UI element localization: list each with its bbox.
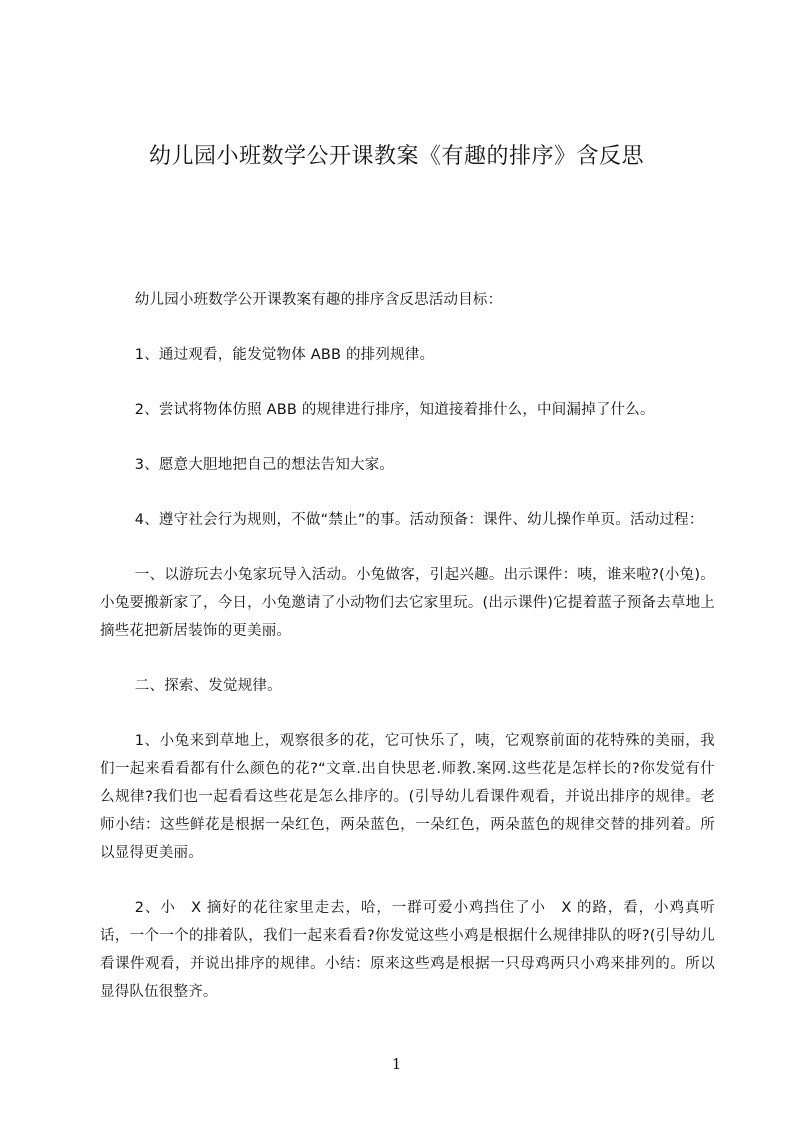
paragraph-section-1: 一、以游玩去小兔家玩导入活动。小兔做客，引起兴趣。出示课件：咦，谁来啦?(小兔)。小兔要搬新家了，今日，小兔邀请了小动物们去它家里玩。(出示课件)它提着蓝子预备去草地上摘些花把新居装饰的更美丽。 — [100, 567, 715, 639]
paragraph-intro: 幼儿园小班数学公开课教案有趣的排序含反思活动目标： — [134, 292, 503, 308]
paragraph-goal-1: 1、通过观看，能发觉物体 ABB 的排列规律。 — [134, 347, 435, 363]
paragraph-goal-4: 4、遵守社会行为规则，不做“禁止”的事。活动预备：课件、幼儿操作单页。活动过程： — [134, 512, 704, 528]
paragraph-step-2: 2、小 X 摘好的花往家里走去，哈，一群可爱小鸡挡住了小 X 的路，看，小鸡真听话，一个一个的排着队，我们一起来看看?你发觉这些小鸡是根据什么规律排队的呀?(引导幼儿看课件观看，并说出排序的规律。小结：原来这些鸡是根据一只母鸡两只小鸡来排列的。所以显得队伍很整齐。 — [100, 900, 715, 1000]
page-number: 1 — [391, 1055, 402, 1073]
paragraph-section-2-heading: 二、探索、发觉规律。 — [134, 678, 282, 694]
document-title: 幼儿园小班数学公开课教案《有趣的排序》含反思 — [148, 144, 644, 169]
paragraph-step-1: 1、小兔来到草地上，观察很多的花，它可快乐了，咦，它观察前面的花特殊的美丽，我们一起来看看都有什么颜色的花?“文章.出自快思老.师教.案网.这些花是怎样长的?你发觉有什么规律?我们也一起看看这些花是怎么排序的。(引导幼儿看课件观看，并说出排序的规律。老师小结：这些鲜花是根据一朵红色，两朵蓝色，一朵红色，两朵蓝色的规律交替的排列着。所以显得更美丽。 — [100, 733, 715, 861]
paragraph-goal-3: 3、愿意大胆地把自己的想法告知大家。 — [134, 457, 395, 473]
document-body — [100, 286, 715, 1033]
paragraph-goal-2: 2、尝试将物体仿照 ABB 的规律进行排序，知道接着排什么，中间漏掉了什么。 — [134, 402, 655, 418]
